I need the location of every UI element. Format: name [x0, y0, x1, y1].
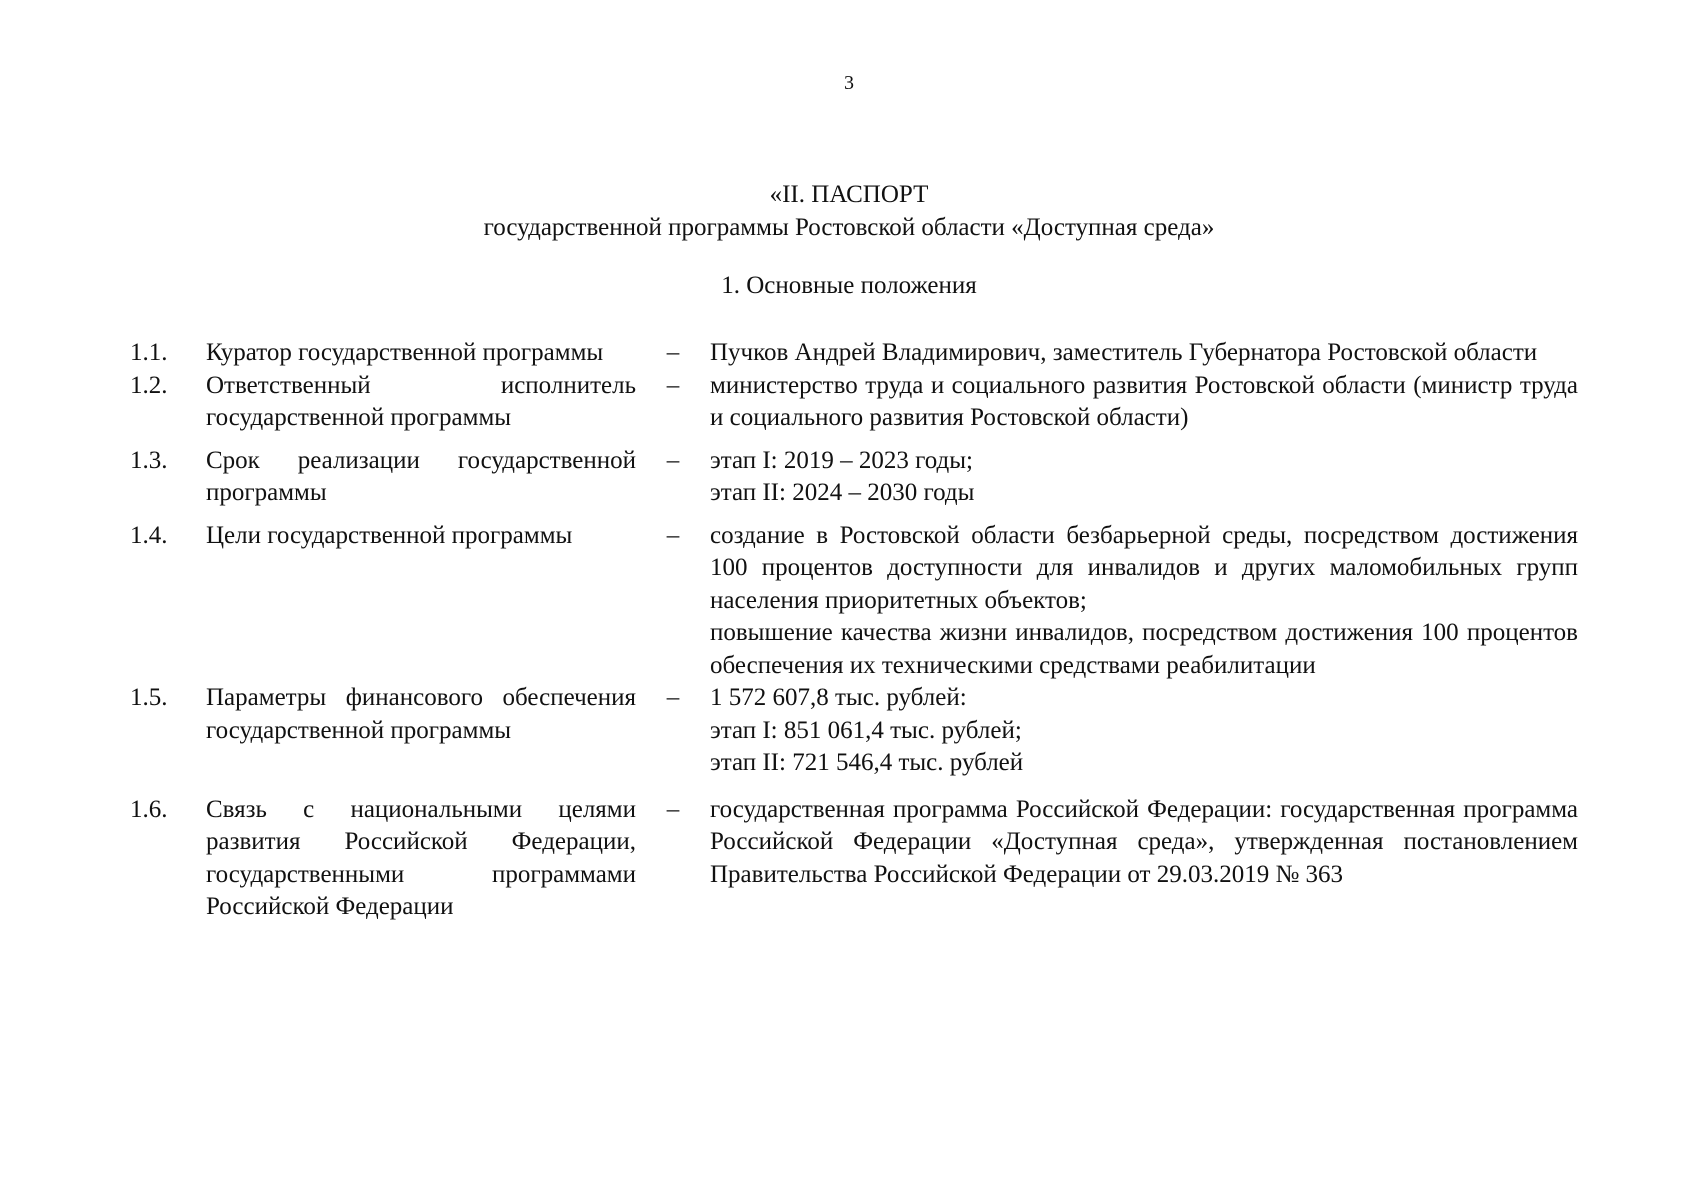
row-dash: –: [666, 446, 680, 474]
row-value: [710, 337, 1578, 370]
value-paragraph: этап II: 2024 – 2030 годы: [710, 479, 975, 506]
passport-row-1-2: [130, 370, 1578, 435]
row-value: [710, 794, 1578, 892]
row-label: Цели государственной программы: [206, 521, 573, 549]
value-paragraph: этап II: 721 546,4 тыс. рублей: [710, 749, 1024, 776]
value-paragraph: создание в Ростовской области безбарьерной среды, посредством достижения 100 процентов доступности для инвалидов и других маломобильных групп населения приоритетных объектов;: [710, 521, 1578, 614]
row-label: Срок реализации государственной программы: [206, 446, 636, 506]
value-paragraph: этап I: 851 061,4 тыс. рублей;: [710, 716, 1022, 744]
row-number: 1.5.: [130, 684, 168, 711]
section-heading: 1. Основные положения: [721, 272, 977, 299]
passport-row-1-4: [130, 520, 1578, 683]
row-value: [710, 370, 1578, 435]
title-line-2: государственной программы Ростовской области «Доступная среда»: [483, 214, 1215, 241]
row-label: Связь с национальными целями развития Российской Федерации, государственными программами Российской Федерации: [206, 795, 636, 920]
row-number: 1.6.: [130, 795, 168, 823]
value-paragraph: государственная программа Российской Федерации: государственная программа Российской Федерации «Доступная среда», утвержденная постановлением Правительства Российской Федерации от 29.03.2019 № 363: [710, 795, 1578, 888]
value-paragraph: 1 572 607,8 тыс. рублей:: [710, 684, 967, 711]
row-dash: –: [666, 521, 680, 549]
row-label: Параметры финансового обеспечения государственной программы: [206, 684, 636, 744]
row-dash: –: [666, 684, 680, 711]
row-number: 1.3.: [130, 446, 168, 474]
passport-row-1-5: [130, 682, 1578, 780]
passport-row-1-3: [130, 445, 1578, 510]
row-value: [710, 520, 1578, 683]
row-label: Куратор государственной программы: [206, 339, 604, 366]
value-paragraph: этап I: 2019 – 2023 годы;: [710, 446, 974, 474]
row-value: [710, 445, 1578, 510]
row-number: 1.2.: [130, 371, 168, 399]
passport-table: [130, 337, 1578, 924]
row-dash: –: [666, 339, 680, 366]
value-paragraph: Пучков Андрей Владимирович, заместитель Губернатора Ростовской области: [710, 339, 1538, 366]
document-title: [0, 178, 1698, 244]
row-label: Ответственный исполнитель государственной программы: [206, 371, 636, 431]
row-dash: –: [666, 795, 680, 823]
row-dash: –: [666, 371, 680, 399]
page-number: 3: [844, 72, 854, 94]
row-number: 1.1.: [130, 339, 168, 366]
passport-row-1-6: [130, 794, 1578, 924]
row-number: 1.4.: [130, 521, 168, 549]
value-paragraph: министерство труда и социального развития Ростовской области (министр труда и социального развития Ростовской области): [710, 371, 1578, 431]
passport-row-1-1: [130, 337, 1578, 370]
title-line-1: «II. ПАСПОРТ: [769, 181, 929, 208]
value-paragraph: повышение качества жизни инвалидов, посредством достижения 100 процентов обеспечения их техническими средствами реабилитации: [710, 619, 1578, 679]
row-value: [710, 682, 1578, 780]
